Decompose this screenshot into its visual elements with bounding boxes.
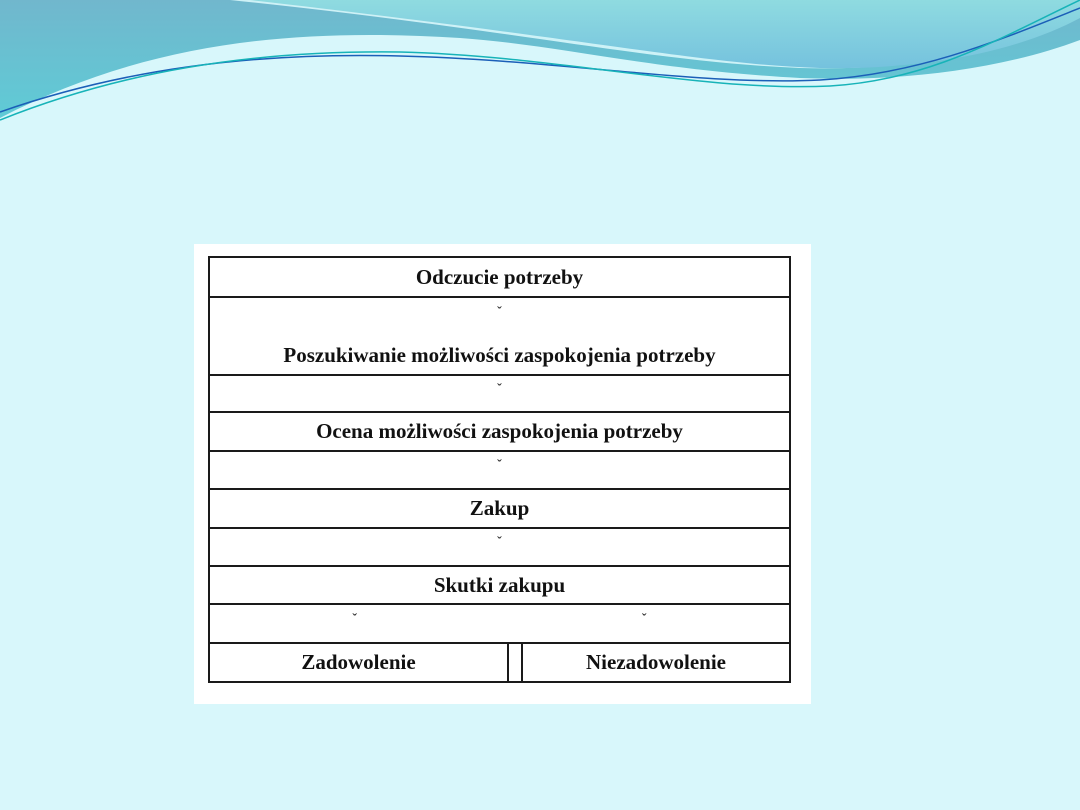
down-arrow-icon: ˇ bbox=[497, 305, 502, 320]
down-arrow-icon: ˇ bbox=[497, 535, 502, 550]
step-label: Skutki zakupu bbox=[433, 572, 566, 597]
step-label: Poszukiwanie możliwości zaspokojenia potrzeby bbox=[283, 343, 716, 367]
step-label: Odczucie potrzeby bbox=[415, 264, 584, 289]
down-arrow-icon: ˇ bbox=[352, 612, 358, 627]
step-search bbox=[210, 298, 789, 376]
diagram-card bbox=[194, 244, 811, 704]
outcome-dissatisfaction bbox=[523, 644, 789, 681]
outcomes-row bbox=[210, 644, 789, 681]
decorative-wave-header bbox=[0, 0, 1080, 140]
down-arrow-icon: ˇ bbox=[497, 458, 502, 473]
purchase-process-diagram bbox=[208, 256, 791, 683]
outcome-satisfaction bbox=[210, 644, 509, 681]
step-purchase bbox=[210, 490, 789, 529]
arrow-row bbox=[210, 452, 789, 490]
down-arrow-icon: ˇ bbox=[641, 612, 647, 627]
arrow-row bbox=[210, 376, 789, 413]
down-arrow-icon: ˇ bbox=[497, 382, 502, 397]
branch-arrow-row bbox=[210, 605, 789, 644]
arrow-row bbox=[210, 529, 789, 567]
cell-divider bbox=[509, 644, 523, 681]
outcome-label: Niezadowolenie bbox=[586, 650, 726, 674]
step-label: Zakup bbox=[469, 496, 530, 520]
step-purchase-effects bbox=[210, 567, 789, 605]
step-label: Ocena możliwości zaspokojenia potrzeby bbox=[316, 419, 683, 443]
step-need-recognition bbox=[210, 258, 789, 298]
outcome-label: Zadowolenie bbox=[301, 650, 416, 674]
step-evaluation bbox=[210, 413, 789, 452]
